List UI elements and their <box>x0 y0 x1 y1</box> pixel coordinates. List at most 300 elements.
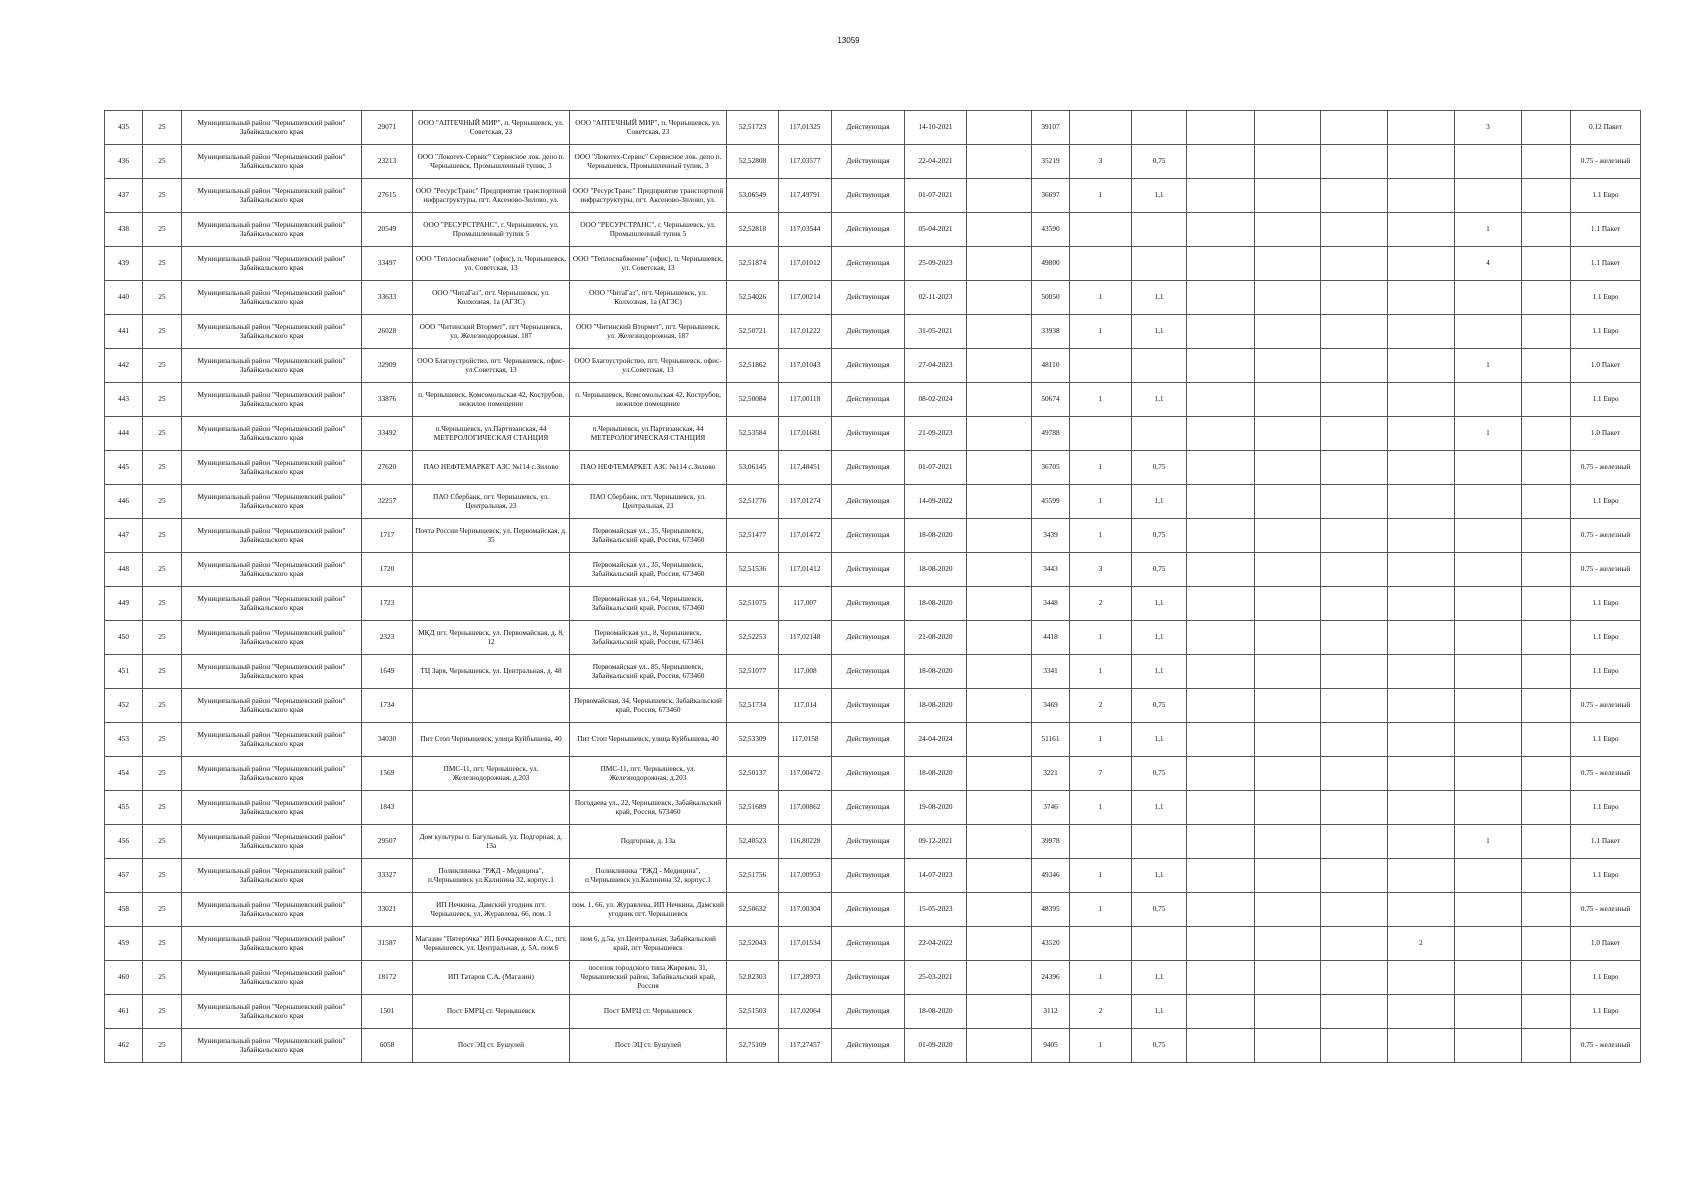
cell-latitude: 52,51075 <box>727 587 779 621</box>
cell-container-type: 1.1 Евро <box>1571 791 1641 825</box>
cell-site-address: п.Чернышевск, ул.Партизанская, 44 МЕТЕРОЛОГИЧЕСКАЯ СТАНЦИЯ <box>570 417 727 451</box>
cell-bin-count-b: 1 <box>1455 417 1522 451</box>
cell-bin-count-b: 4 <box>1455 247 1522 281</box>
cell-site-name: ООО "Теплоснабжение" (офис), п. Чернышевск, ул. Советская, 13 <box>413 247 570 281</box>
cell-container-volume: 1,1 <box>1132 621 1187 655</box>
cell-empty-col <box>967 451 1032 485</box>
cell-extra-col-2 <box>1255 519 1321 553</box>
cell-container-id: 33938 <box>1032 315 1070 349</box>
cell-site-name: ИП Нечкина, Дамский угодник пгт. Чернышевск, ул. Журавлева, 66, пом. 1 <box>413 893 570 927</box>
cell-empty-col <box>967 893 1032 927</box>
cell-site-name <box>413 587 570 621</box>
cell-date: 19-08-2020 <box>905 791 967 825</box>
cell-municipality: Муниципальный район "Чернышевский район" Забайкальского края <box>182 315 362 349</box>
cell-region-code: 25 <box>143 383 182 417</box>
cell-extra-col-2 <box>1255 927 1321 961</box>
cell-region-code: 25 <box>143 621 182 655</box>
cell-extra-col-4 <box>1522 893 1571 927</box>
cell-container-id: 3221 <box>1032 757 1070 791</box>
cell-container-volume <box>1132 417 1187 451</box>
cell-row-number: 457 <box>105 859 143 893</box>
cell-site-address: Пит Стоп Чернышевск, улица Куйбышева, 40 <box>570 723 727 757</box>
cell-latitude: 52,52818 <box>727 213 779 247</box>
cell-container-count: 3 <box>1070 145 1132 179</box>
cell-site-name: Пост БМРЦ ст. Чернышевск <box>413 995 570 1029</box>
cell-region-code: 25 <box>143 995 182 1029</box>
cell-latitude: 52,51862 <box>727 349 779 383</box>
cell-latitude: 52,51734 <box>727 689 779 723</box>
cell-empty-col <box>967 655 1032 689</box>
cell-container-id: 3341 <box>1032 655 1070 689</box>
cell-municipality: Муниципальный район "Чернышевский район" Забайкальского края <box>182 417 362 451</box>
cell-municipality: Муниципальный район "Чернышевский район" Забайкальского края <box>182 859 362 893</box>
cell-extra-col-3 <box>1321 587 1388 621</box>
cell-extra-col-4 <box>1522 587 1571 621</box>
table-row <box>105 417 1641 451</box>
cell-latitude: 52,51077 <box>727 655 779 689</box>
cell-municipality: Муниципальный район "Чернышевский район" Забайкальского края <box>182 111 362 145</box>
cell-longitude: 117,01412 <box>779 553 832 587</box>
cell-extra-col-3 <box>1321 723 1388 757</box>
table-row <box>105 349 1641 383</box>
cell-container-type: 0.75 - железный <box>1571 1029 1641 1063</box>
cell-container-volume <box>1132 349 1187 383</box>
cell-extra-col-1 <box>1187 893 1255 927</box>
cell-container-volume: 0,75 <box>1132 1029 1187 1063</box>
cell-container-count: 1 <box>1070 519 1132 553</box>
cell-bin-count-a <box>1388 349 1455 383</box>
cell-region-code: 25 <box>143 791 182 825</box>
table-row <box>105 995 1641 1029</box>
cell-extra-col-3 <box>1321 281 1388 315</box>
cell-site-id: 1720 <box>362 553 413 587</box>
cell-longitude: 117,007 <box>779 587 832 621</box>
cell-site-address: Первомайская ул., 64, Чернышевск, Забайкальский край, Россия, 673460 <box>570 587 727 621</box>
cell-container-type: 1.1 Евро <box>1571 281 1641 315</box>
cell-bin-count-a <box>1388 315 1455 349</box>
cell-latitude: 52,51874 <box>727 247 779 281</box>
cell-extra-col-1 <box>1187 961 1255 995</box>
cell-extra-col-3 <box>1321 179 1388 213</box>
cell-bin-count-b <box>1455 961 1522 995</box>
cell-container-type: 0.75 - железный <box>1571 689 1641 723</box>
cell-municipality: Муниципальный район "Чернышевский район" Забайкальского края <box>182 757 362 791</box>
cell-date: 14-09-2022 <box>905 485 967 519</box>
cell-latitude: 52,53309 <box>727 723 779 757</box>
cell-longitude: 117,27457 <box>779 1029 832 1063</box>
cell-row-number: 437 <box>105 179 143 213</box>
cell-latitude: 52,52808 <box>727 145 779 179</box>
cell-municipality: Муниципальный район "Чернышевский район" Забайкальского края <box>182 723 362 757</box>
cell-bin-count-b <box>1455 655 1522 689</box>
cell-status: Действующая <box>832 1029 905 1063</box>
cell-container-volume: 0,75 <box>1132 553 1187 587</box>
cell-extra-col-3 <box>1321 111 1388 145</box>
cell-site-id: 1717 <box>362 519 413 553</box>
cell-region-code: 25 <box>143 689 182 723</box>
cell-municipality: Муниципальный район "Чернышевский район" Забайкальского края <box>182 791 362 825</box>
cell-site-address: ООО "РесурсТранс" Предприятие транспортной инфраструктуры, пгт. Аксеново-Зилово, ул. <box>570 179 727 213</box>
cell-site-address: ООО "АПТЕЧНЫЙ МИР", п. Чернышевск, ул. Советская, 23 <box>570 111 727 145</box>
cell-bin-count-b <box>1455 927 1522 961</box>
cell-container-type: 0.75 - железный <box>1571 893 1641 927</box>
cell-longitude: 117,02148 <box>779 621 832 655</box>
table-row <box>105 927 1641 961</box>
cell-extra-col-1 <box>1187 383 1255 417</box>
cell-latitude: 52,51477 <box>727 519 779 553</box>
cell-container-id: 3112 <box>1032 995 1070 1029</box>
cell-municipality: Муниципальный район "Чернышевский район" Забайкальского края <box>182 451 362 485</box>
cell-longitude: 117,014 <box>779 689 832 723</box>
cell-row-number: 456 <box>105 825 143 859</box>
cell-municipality: Муниципальный район "Чернышевский район" Забайкальского края <box>182 553 362 587</box>
cell-status: Действующая <box>832 689 905 723</box>
cell-latitude: 52,51503 <box>727 995 779 1029</box>
cell-site-name: ТЦ Заря, Чернышевск, ул. Центральная, д. 48 <box>413 655 570 689</box>
cell-extra-col-2 <box>1255 587 1321 621</box>
cell-status: Действующая <box>832 145 905 179</box>
cell-container-count: 1 <box>1070 961 1132 995</box>
cell-extra-col-3 <box>1321 145 1388 179</box>
cell-region-code: 25 <box>143 927 182 961</box>
cell-row-number: 448 <box>105 553 143 587</box>
cell-status: Действующая <box>832 791 905 825</box>
cell-site-id: 2323 <box>362 621 413 655</box>
cell-extra-col-2 <box>1255 281 1321 315</box>
cell-extra-col-2 <box>1255 553 1321 587</box>
cell-site-address: Первомайская ул., 8, Чернышевск, Забайкальский край, Россия, 673461 <box>570 621 727 655</box>
cell-status: Действующая <box>832 587 905 621</box>
cell-container-id: 36705 <box>1032 451 1070 485</box>
cell-row-number: 449 <box>105 587 143 621</box>
cell-site-id: 26028 <box>362 315 413 349</box>
cell-bin-count-a <box>1388 553 1455 587</box>
cell-extra-col-2 <box>1255 859 1321 893</box>
cell-longitude: 117,49791 <box>779 179 832 213</box>
cell-date: 01-09-2020 <box>905 1029 967 1063</box>
cell-longitude: 117,01012 <box>779 247 832 281</box>
cell-container-volume: 1,1 <box>1132 995 1187 1029</box>
table-row <box>105 553 1641 587</box>
cell-longitude: 117,01274 <box>779 485 832 519</box>
cell-container-count: 1 <box>1070 621 1132 655</box>
cell-longitude: 117,01043 <box>779 349 832 383</box>
cell-empty-col <box>967 383 1032 417</box>
cell-bin-count-a: 2 <box>1388 927 1455 961</box>
cell-extra-col-2 <box>1255 791 1321 825</box>
cell-container-id: 3443 <box>1032 553 1070 587</box>
cell-extra-col-2 <box>1255 213 1321 247</box>
cell-extra-col-3 <box>1321 995 1388 1029</box>
cell-row-number: 462 <box>105 1029 143 1063</box>
cell-extra-col-3 <box>1321 621 1388 655</box>
cell-region-code: 25 <box>143 519 182 553</box>
cell-extra-col-1 <box>1187 689 1255 723</box>
table-row <box>105 1029 1641 1063</box>
cell-extra-col-4 <box>1522 1029 1571 1063</box>
cell-status: Действующая <box>832 927 905 961</box>
cell-date: 25-03-2021 <box>905 961 967 995</box>
cell-extra-col-4 <box>1522 179 1571 213</box>
cell-container-count: 2 <box>1070 587 1132 621</box>
cell-latitude: 52,50721 <box>727 315 779 349</box>
table-row <box>105 315 1641 349</box>
cell-container-type: 1.1 Пакет <box>1571 213 1641 247</box>
cell-container-type: 1.1 Евро <box>1571 995 1641 1029</box>
table-row <box>105 383 1641 417</box>
cell-empty-col <box>967 1029 1032 1063</box>
cell-site-id: 29071 <box>362 111 413 145</box>
cell-container-volume <box>1132 825 1187 859</box>
table-row <box>105 247 1641 281</box>
page-number: 13059 <box>837 36 860 45</box>
cell-longitude: 117,00472 <box>779 757 832 791</box>
cell-bin-count-b: 1 <box>1455 825 1522 859</box>
cell-bin-count-a <box>1388 689 1455 723</box>
cell-container-count: 1 <box>1070 179 1132 213</box>
cell-empty-col <box>967 247 1032 281</box>
cell-extra-col-1 <box>1187 723 1255 757</box>
cell-container-id: 9405 <box>1032 1029 1070 1063</box>
cell-latitude: 52,52043 <box>727 927 779 961</box>
cell-status: Действующая <box>832 417 905 451</box>
cell-bin-count-b <box>1455 383 1522 417</box>
cell-longitude: 117,01472 <box>779 519 832 553</box>
cell-municipality: Муниципальный район "Чернышевский район" Забайкальского края <box>182 689 362 723</box>
cell-bin-count-a <box>1388 859 1455 893</box>
cell-site-address: Пост БМРЦ ст. Чернышевск <box>570 995 727 1029</box>
cell-site-address: ООО "Теплоснабжение" (офис), п. Чернышевск, ул. Советская, 13 <box>570 247 727 281</box>
cell-municipality: Муниципальный район "Чернышевский район" Забайкальского края <box>182 587 362 621</box>
cell-region-code: 25 <box>143 655 182 689</box>
cell-extra-col-2 <box>1255 451 1321 485</box>
cell-date: 05-04-2021 <box>905 213 967 247</box>
cell-status: Действующая <box>832 961 905 995</box>
cell-container-volume: 1,1 <box>1132 791 1187 825</box>
cell-row-number: 458 <box>105 893 143 927</box>
cell-container-count: 1 <box>1070 383 1132 417</box>
cell-bin-count-b <box>1455 485 1522 519</box>
cell-extra-col-3 <box>1321 859 1388 893</box>
cell-container-id: 43590 <box>1032 213 1070 247</box>
cell-site-address: п. Чернышевск, Комсомольская 42, Кострубов, нежилое помещение <box>570 383 727 417</box>
cell-container-volume: 1,1 <box>1132 587 1187 621</box>
cell-extra-col-3 <box>1321 825 1388 859</box>
cell-empty-col <box>967 859 1032 893</box>
cell-site-address: Пост ЭЦ ст. Бушулей <box>570 1029 727 1063</box>
cell-row-number: 439 <box>105 247 143 281</box>
cell-status: Действующая <box>832 485 905 519</box>
cell-extra-col-2 <box>1255 417 1321 451</box>
cell-region-code: 25 <box>143 587 182 621</box>
cell-extra-col-4 <box>1522 111 1571 145</box>
cell-extra-col-4 <box>1522 247 1571 281</box>
cell-container-type: 1.1 Пакет <box>1571 247 1641 281</box>
cell-row-number: 447 <box>105 519 143 553</box>
cell-site-address: Первомайская ул., 35, Чернышевск, Забайкальский край, Россия, 673460 <box>570 553 727 587</box>
cell-empty-col <box>967 213 1032 247</box>
cell-extra-col-1 <box>1187 859 1255 893</box>
cell-latitude: 52,51756 <box>727 859 779 893</box>
cell-extra-col-4 <box>1522 995 1571 1029</box>
cell-bin-count-a <box>1388 519 1455 553</box>
cell-site-address: Погодаева ул., 22, Чернышевск, Забайкальский край, Россия, 673460 <box>570 791 727 825</box>
cell-extra-col-4 <box>1522 757 1571 791</box>
cell-date: 14-10-2021 <box>905 111 967 145</box>
cell-container-id: 51161 <box>1032 723 1070 757</box>
cell-site-address: Подгорная, д. 13а <box>570 825 727 859</box>
cell-container-count: 1 <box>1070 281 1132 315</box>
cell-extra-col-4 <box>1522 553 1571 587</box>
cell-date: 18-08-2020 <box>905 757 967 791</box>
cell-municipality: Муниципальный район "Чернышевский район" Забайкальского края <box>182 145 362 179</box>
cell-extra-col-1 <box>1187 111 1255 145</box>
cell-bin-count-b <box>1455 723 1522 757</box>
cell-date: 02-11-2023 <box>905 281 967 315</box>
cell-container-type: 1.1 Евро <box>1571 621 1641 655</box>
cell-extra-col-4 <box>1522 859 1571 893</box>
cell-extra-col-1 <box>1187 213 1255 247</box>
cell-site-name: Пост ЭЦ ст. Бушулей <box>413 1029 570 1063</box>
cell-row-number: 445 <box>105 451 143 485</box>
cell-region-code: 25 <box>143 485 182 519</box>
cell-container-id: 3448 <box>1032 587 1070 621</box>
cell-container-count: 1 <box>1070 315 1132 349</box>
cell-region-code: 25 <box>143 961 182 995</box>
cell-extra-col-1 <box>1187 485 1255 519</box>
cell-site-id: 6058 <box>362 1029 413 1063</box>
cell-site-address: Первомайская ул., 85, Чернышевск, Забайкальский край, Россия, 673460 <box>570 655 727 689</box>
cell-status: Действующая <box>832 179 905 213</box>
cell-container-count: 1 <box>1070 791 1132 825</box>
cell-municipality: Муниципальный район "Чернышевский район" Забайкальского края <box>182 961 362 995</box>
cell-row-number: 461 <box>105 995 143 1029</box>
cell-container-count: 2 <box>1070 689 1132 723</box>
cell-empty-col <box>967 961 1032 995</box>
cell-latitude: 52,50632 <box>727 893 779 927</box>
cell-date: 18-08-2020 <box>905 553 967 587</box>
cell-extra-col-2 <box>1255 995 1321 1029</box>
cell-empty-col <box>967 519 1032 553</box>
cell-container-count <box>1070 417 1132 451</box>
cell-municipality: Муниципальный район "Чернышевский район" Забайкальского края <box>182 995 362 1029</box>
cell-row-number: 436 <box>105 145 143 179</box>
cell-municipality: Муниципальный район "Чернышевский район" Забайкальского края <box>182 825 362 859</box>
cell-container-volume <box>1132 927 1187 961</box>
cell-latitude: 53,06549 <box>727 179 779 213</box>
cell-site-id: 32257 <box>362 485 413 519</box>
cell-container-count: 3 <box>1070 553 1132 587</box>
cell-municipality: Муниципальный район "Чернышевский район" Забайкальского края <box>182 349 362 383</box>
cell-site-id: 20549 <box>362 213 413 247</box>
cell-row-number: 435 <box>105 111 143 145</box>
cell-container-count: 1 <box>1070 655 1132 689</box>
cell-extra-col-1 <box>1187 553 1255 587</box>
registry-table <box>104 110 1641 1063</box>
cell-longitude: 117,0158 <box>779 723 832 757</box>
cell-bin-count-b <box>1455 995 1522 1029</box>
cell-site-id: 1723 <box>362 587 413 621</box>
cell-container-type: 1.1 Евро <box>1571 315 1641 349</box>
cell-site-address: ПМС-11, пгт. Чернышевск, ул. Железнодорожная, д.203 <box>570 757 727 791</box>
cell-extra-col-4 <box>1522 145 1571 179</box>
cell-bin-count-a <box>1388 417 1455 451</box>
cell-region-code: 25 <box>143 1029 182 1063</box>
cell-longitude: 117,28973 <box>779 961 832 995</box>
cell-empty-col <box>967 179 1032 213</box>
cell-longitude: 117,48451 <box>779 451 832 485</box>
cell-region-code: 25 <box>143 281 182 315</box>
cell-extra-col-3 <box>1321 315 1388 349</box>
cell-container-volume: 0,75 <box>1132 689 1187 723</box>
cell-row-number: 453 <box>105 723 143 757</box>
cell-container-id: 39107 <box>1032 111 1070 145</box>
cell-site-address: пом. 1, 66, ул. Журавлева, ИП Нечкина, Дамский угодник пгт. Чернышевск <box>570 893 727 927</box>
cell-bin-count-a <box>1388 995 1455 1029</box>
cell-date: 14-07-2023 <box>905 859 967 893</box>
cell-extra-col-1 <box>1187 825 1255 859</box>
cell-site-id: 33497 <box>362 247 413 281</box>
cell-extra-col-3 <box>1321 451 1388 485</box>
cell-row-number: 450 <box>105 621 143 655</box>
cell-date: 22-04-2022 <box>905 927 967 961</box>
cell-region-code: 25 <box>143 893 182 927</box>
cell-extra-col-2 <box>1255 1029 1321 1063</box>
cell-container-type: 0.75 - железный <box>1571 553 1641 587</box>
cell-site-id: 1734 <box>362 689 413 723</box>
cell-status: Действующая <box>832 519 905 553</box>
cell-row-number: 454 <box>105 757 143 791</box>
cell-site-name: ПАО Сбербанк, пгт. Чернышевск, ул. Центральная, 23 <box>413 485 570 519</box>
cell-status: Действующая <box>832 825 905 859</box>
cell-row-number: 455 <box>105 791 143 825</box>
cell-extra-col-1 <box>1187 179 1255 213</box>
cell-date: 15-05-2023 <box>905 893 967 927</box>
cell-municipality: Муниципальный район "Чернышевский район" Забайкальского края <box>182 655 362 689</box>
cell-date: 18-08-2020 <box>905 655 967 689</box>
cell-extra-col-3 <box>1321 791 1388 825</box>
cell-municipality: Муниципальный район "Чернышевский район" Забайкальского края <box>182 621 362 655</box>
cell-site-id: 32909 <box>362 349 413 383</box>
cell-extra-col-4 <box>1522 791 1571 825</box>
cell-latitude: 52,52253 <box>727 621 779 655</box>
cell-latitude: 52,51723 <box>727 111 779 145</box>
cell-extra-col-4 <box>1522 621 1571 655</box>
cell-status: Действующая <box>832 757 905 791</box>
cell-bin-count-a <box>1388 1029 1455 1063</box>
cell-bin-count-b <box>1455 281 1522 315</box>
cell-extra-col-4 <box>1522 281 1571 315</box>
cell-bin-count-b <box>1455 859 1522 893</box>
cell-container-type: 1.1 Евро <box>1571 179 1641 213</box>
cell-status: Действующая <box>832 723 905 757</box>
cell-extra-col-4 <box>1522 519 1571 553</box>
cell-site-id: 18172 <box>362 961 413 995</box>
cell-empty-col <box>967 349 1032 383</box>
cell-extra-col-3 <box>1321 383 1388 417</box>
table-row <box>105 689 1641 723</box>
cell-region-code: 25 <box>143 723 182 757</box>
cell-longitude: 117,01681 <box>779 417 832 451</box>
cell-latitude: 52,51536 <box>727 553 779 587</box>
cell-date: 01-07-2021 <box>905 179 967 213</box>
cell-site-name <box>413 791 570 825</box>
cell-container-type: 1.1 Евро <box>1571 961 1641 995</box>
cell-region-code: 25 <box>143 417 182 451</box>
cell-extra-col-1 <box>1187 145 1255 179</box>
cell-container-id: 3746 <box>1032 791 1070 825</box>
cell-site-id: 1501 <box>362 995 413 1029</box>
